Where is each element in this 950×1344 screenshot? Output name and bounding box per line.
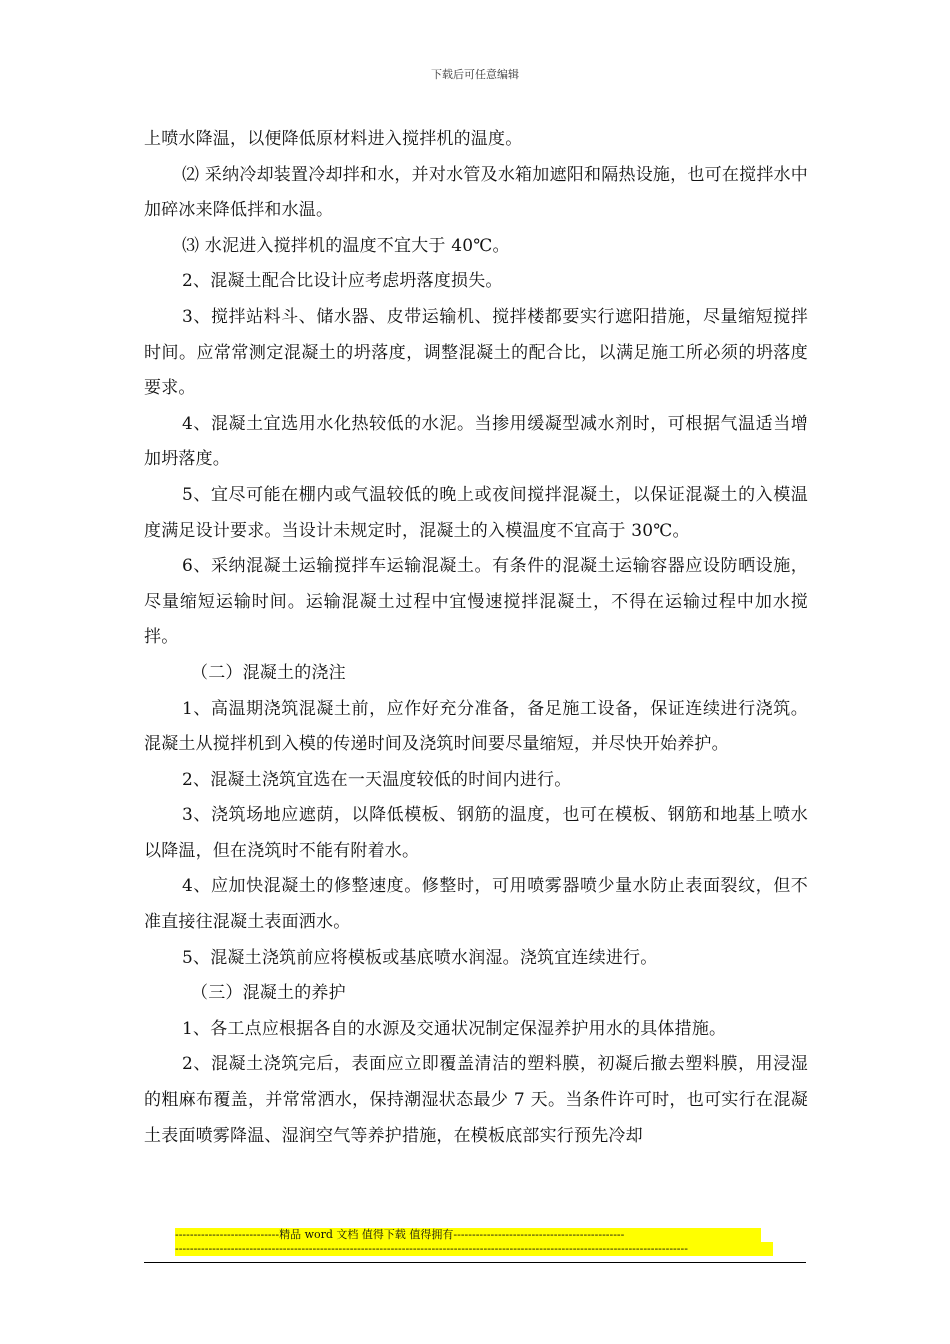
footer-banner: ----------------------------精品 word 文档 值得下载 值得拥有---------------------------------------------- <box>175 1228 761 1242</box>
paragraph: 3、浇筑场地应遮荫，以降低模板、钢筋的温度，也可在模板、钢筋和地基上喷水以降温，但在浇筑时不能有附着水。 <box>144 805 808 861</box>
paragraph: 2、混凝土浇筑宜选在一天温度较低的时间内进行。 <box>182 769 572 790</box>
document-body <box>144 122 808 1154</box>
paragraph: 6、采纳混凝土运输搅拌车运输混凝土。有条件的混凝土运输容器应设防晒设施，尽量缩短运输时间。运输混凝土过程中宜慢速搅拌混凝土，不得在运输过程中加水搅拌。 <box>144 556 808 648</box>
paragraph: 4、混凝土宜选用水化热较低的水泥。当掺用缓凝型减水剂时，可根据气温适当增加坍落度。 <box>144 413 808 470</box>
header-note: 下载后可任意编辑 <box>431 68 519 81</box>
paragraph: 上喷水降温，以便降低原材料进入搅拌机的温度。 <box>144 129 523 149</box>
section-heading: （二）混凝土的浇注 <box>191 662 346 683</box>
paragraph: 1、高温期浇筑混凝土前，应作好充分准备，备足施工设备，保证连续进行浇筑。混凝土从搅拌机到入模的传递时间及浇筑时间要尽量缩短，并尽快开始养护。 <box>144 698 808 755</box>
paragraph: ⑶ 水泥进入搅拌机的温度不宜大于 40℃。 <box>182 235 510 256</box>
paragraph: 2、混凝土浇筑完后，表面应立即覆盖清洁的塑料膜，初凝后撤去塑料膜，用浸湿的粗麻布覆盖，并常常洒水，保持潮湿状态最少 7 天。当条件许可时，也可实行在混凝土表面喷雾降温、湿润空气等养护措施，在模板底部实行预先冷却 <box>144 1054 808 1146</box>
paragraph: 3、搅拌站料斗、储水器、皮带运输机、搅拌楼都要实行遮阳措施，尽量缩短搅拌时间。应常常测定混凝土的坍落度，调整混凝土的配合比，以满足施工所必须的坍落度要求。 <box>144 306 808 399</box>
paragraph: 5、混凝土浇筑前应将模板或基底喷水润湿。浇筑宜连续进行。 <box>182 947 658 968</box>
paragraph: 5、宜尽可能在棚内或气温较低的晚上或夜间搅拌混凝土，以保证混凝土的入模温度满足设计要求。当设计未规定时，混凝土的入模温度不宜高于 30℃。 <box>144 484 808 541</box>
paragraph: 2、混凝土配合比设计应考虑坍落度损失。 <box>182 271 503 292</box>
paragraph: ⑵ 采纳冷却装置冷却拌和水，并对水管及水箱加遮阳和隔热设施，也可在搅拌水中加碎冰来降低拌和水温。 <box>144 164 808 221</box>
footer-rule <box>144 1262 806 1263</box>
footer-dashes: ------------------------------------------------------------------------------------------------------------------------------------------ <box>175 1242 773 1256</box>
paragraph: 4、应加快混凝土的修整速度。修整时，可用喷雾器喷少量水防止表面裂纹，但不准直接往混凝土表面洒水。 <box>144 876 808 933</box>
paragraph: 1、各工点应根据各自的水源及交通状况制定保湿养护用水的具体措施。 <box>182 1018 727 1039</box>
section-heading: （三）混凝土的养护 <box>191 983 346 1004</box>
